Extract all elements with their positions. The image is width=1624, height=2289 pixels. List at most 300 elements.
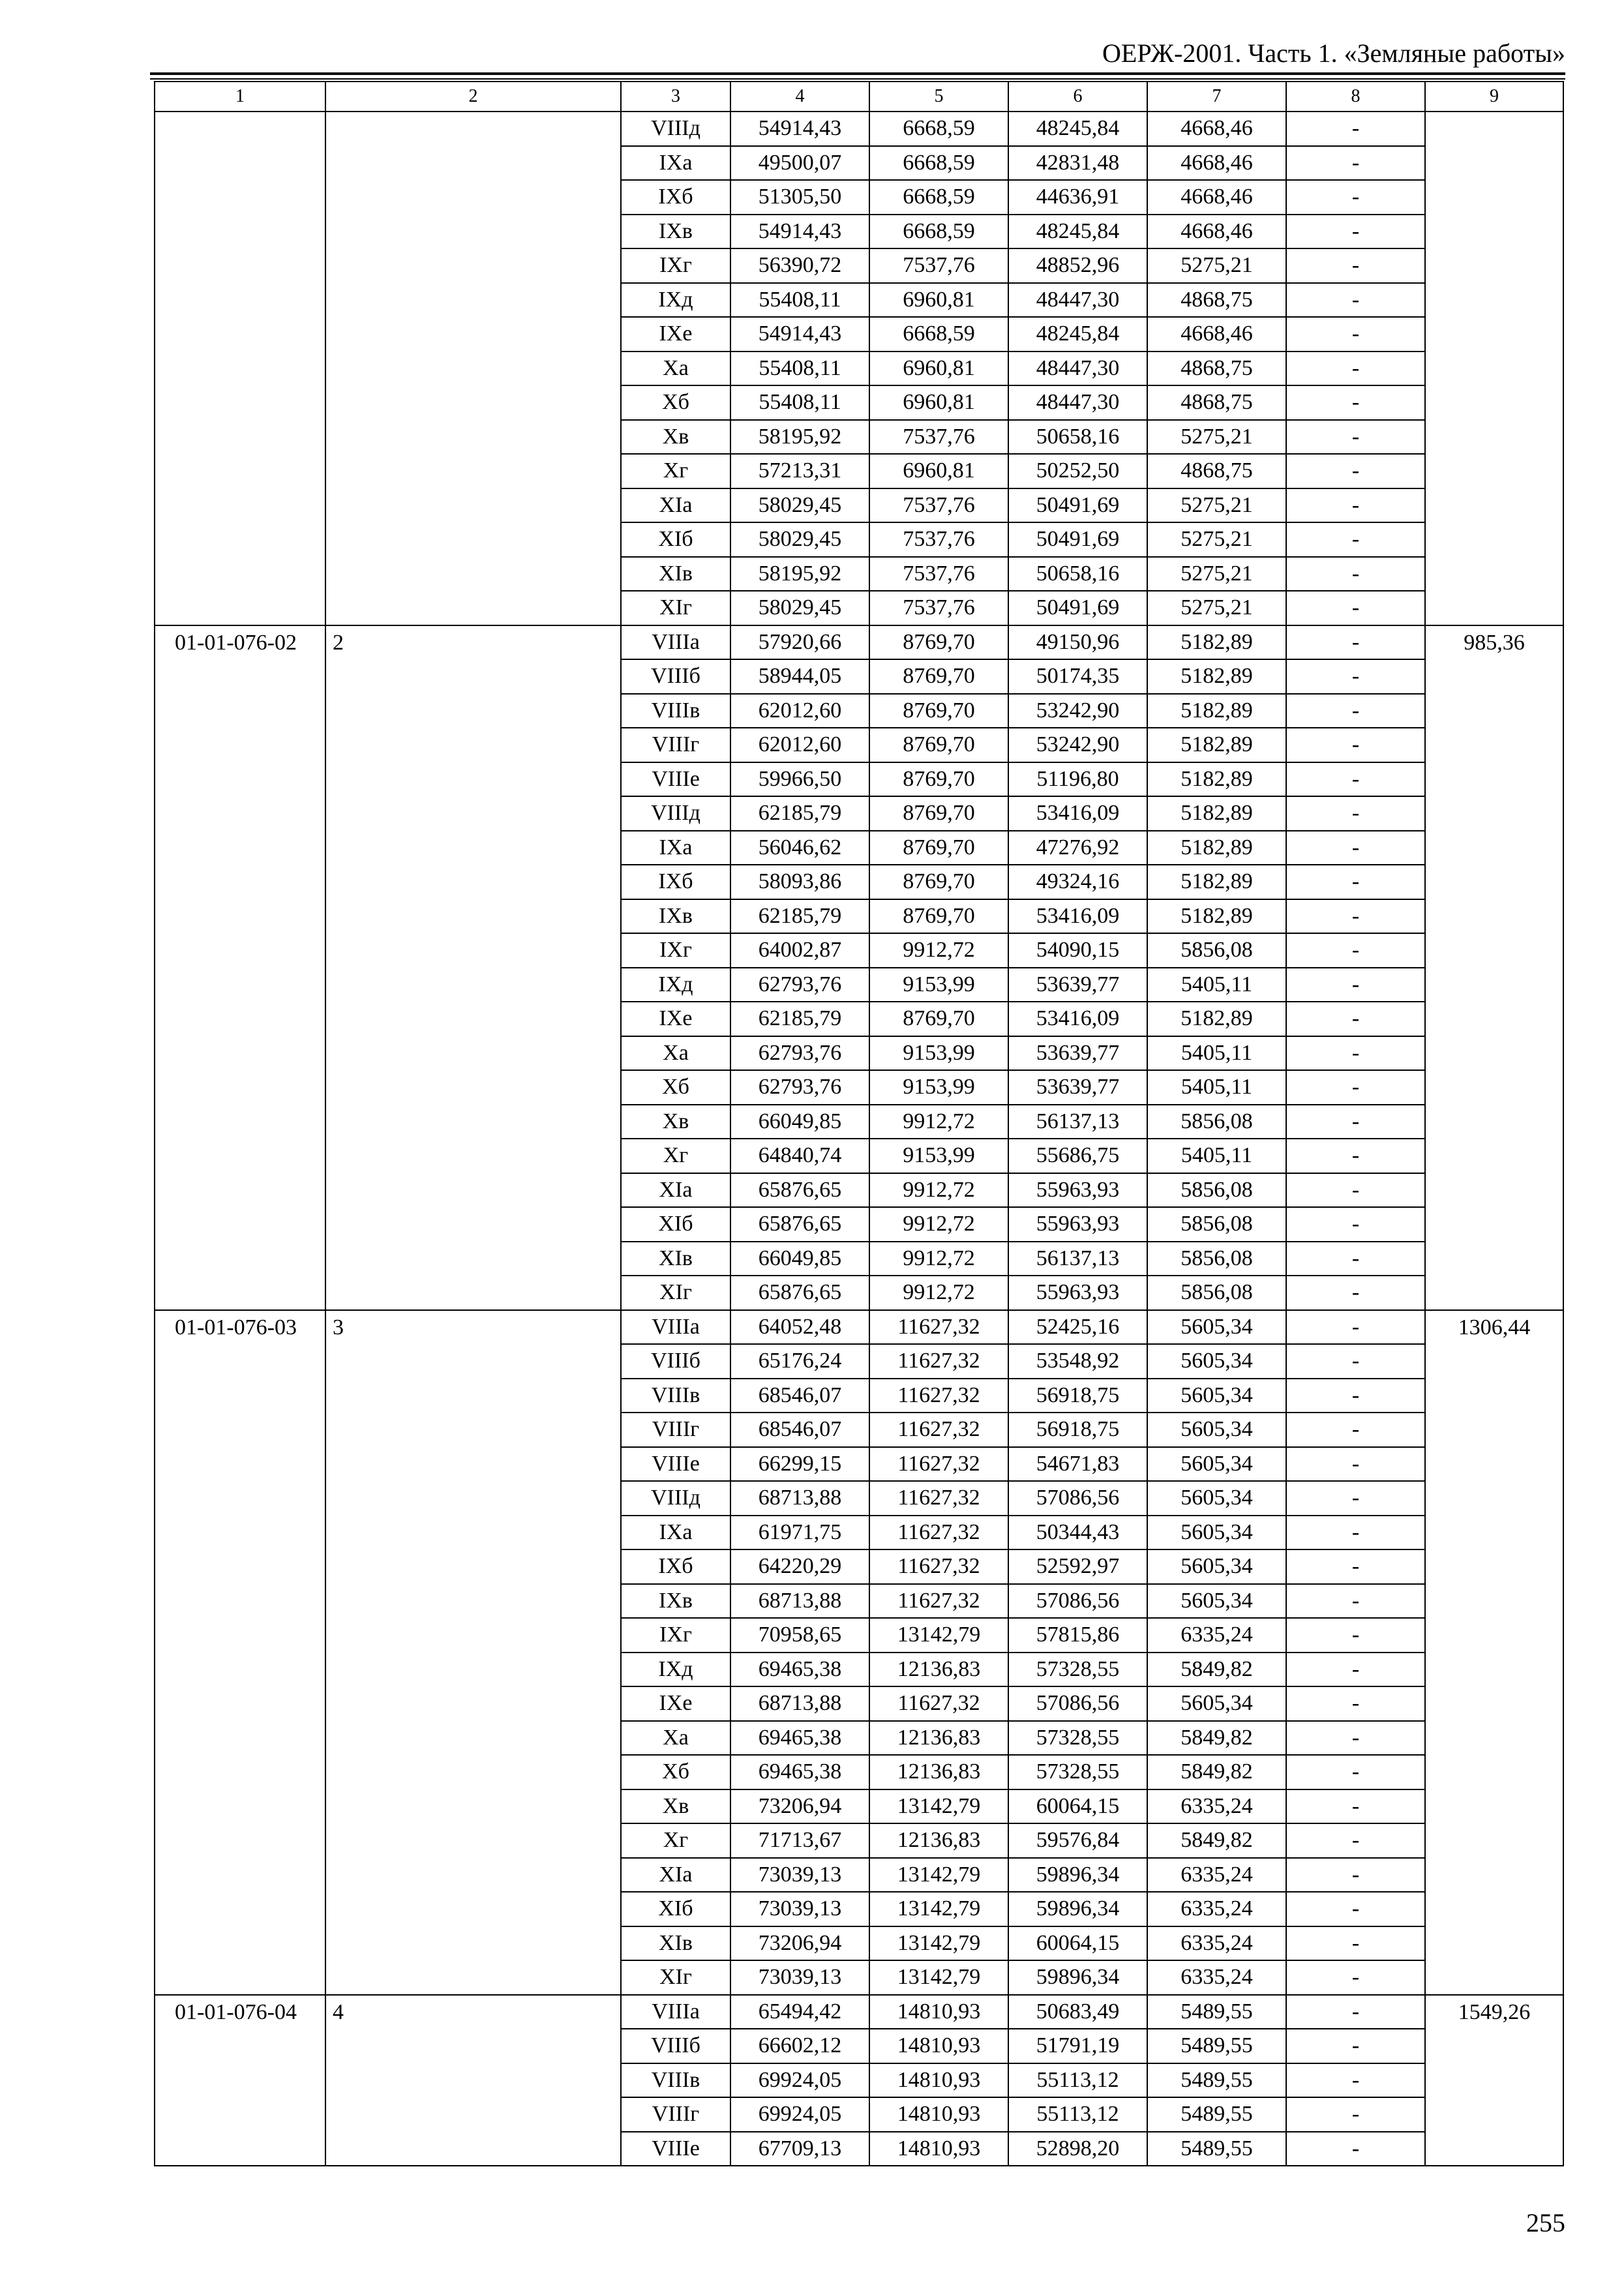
machine-cost-cell: 48245,84 [1008, 317, 1147, 352]
machinist-wage-cell: 5849,82 [1147, 1653, 1286, 1687]
materials-cell: - [1286, 933, 1425, 968]
machine-cost-cell: 53639,77 [1008, 1036, 1147, 1071]
total-cost-cell: 54914,43 [730, 112, 869, 146]
total-cost-cell: 62793,76 [730, 968, 869, 1002]
region-cell: VIIIд [621, 1481, 730, 1516]
region-cell: Xг [621, 1139, 730, 1173]
column-number-row [155, 82, 1563, 112]
machinist-wage-cell: 5405,11 [1147, 1139, 1286, 1173]
total-cost-cell: 64840,74 [730, 1139, 869, 1173]
region-cell: VIIIв [621, 1379, 730, 1413]
machinist-wage-cell: 5275,21 [1147, 420, 1286, 455]
region-cell: XIв [621, 1242, 730, 1276]
total-cost-cell: 73039,13 [730, 1892, 869, 1926]
machine-cost-cell: 56918,75 [1008, 1379, 1147, 1413]
machine-cost-cell: 53416,09 [1008, 1002, 1147, 1036]
machine-cost-cell: 51196,80 [1008, 762, 1147, 797]
machine-cost-cell: 59896,34 [1008, 1960, 1147, 1995]
region-cell: Xб [621, 1070, 730, 1105]
machine-cost-cell: 50174,35 [1008, 659, 1147, 694]
machinist-wage-cell: 5605,34 [1147, 1686, 1286, 1721]
machine-cost-cell: 56918,75 [1008, 1413, 1147, 1447]
region-cell: XIа [621, 488, 730, 523]
rate-code-cell: 01-01-076-02 [155, 625, 325, 1310]
wage-cell: 11627,32 [869, 1344, 1008, 1379]
region-cell: VIIIе [621, 762, 730, 797]
machinist-wage-cell: 5605,34 [1147, 1344, 1286, 1379]
wage-cell: 8769,70 [869, 865, 1008, 899]
materials-cell: - [1286, 1447, 1425, 1482]
machinist-wage-cell: 5405,11 [1147, 1036, 1286, 1071]
wage-cell: 14810,93 [869, 1995, 1008, 2029]
materials-cell: - [1286, 1721, 1425, 1756]
machinist-wage-cell: 5275,21 [1147, 488, 1286, 523]
total-cost-cell: 57213,31 [730, 454, 869, 488]
machinist-wage-cell: 5849,82 [1147, 1721, 1286, 1756]
machine-cost-cell: 48447,30 [1008, 283, 1147, 318]
machine-cost-cell: 59576,84 [1008, 1823, 1147, 1858]
machine-cost-cell: 59896,34 [1008, 1892, 1147, 1926]
machine-cost-cell: 42831,48 [1008, 146, 1147, 181]
total-cost-cell: 66602,12 [730, 2029, 869, 2063]
wage-cell: 12136,83 [869, 1823, 1008, 1858]
machine-cost-cell: 53242,90 [1008, 728, 1147, 762]
region-cell: VIIIг [621, 2097, 730, 2132]
column-number-cell: 1 [155, 82, 325, 112]
region-cell: IXв [621, 215, 730, 249]
region-cell: IXе [621, 1686, 730, 1721]
machinist-wage-cell: 4668,46 [1147, 317, 1286, 352]
machinist-wage-cell: 5856,08 [1147, 1276, 1286, 1310]
materials-cell: - [1286, 591, 1425, 625]
materials-cell: - [1286, 1207, 1425, 1242]
total-cost-cell: 62012,60 [730, 728, 869, 762]
materials-cell: - [1286, 659, 1425, 694]
materials-cell: - [1286, 557, 1425, 591]
materials-cell: - [1286, 694, 1425, 728]
materials-cell: - [1286, 1105, 1425, 1139]
page-number: 255 [1526, 2208, 1565, 2237]
total-cost-cell: 56046,62 [730, 831, 869, 865]
machinist-wage-cell: 5605,34 [1147, 1549, 1286, 1584]
materials-cell: - [1286, 522, 1425, 557]
region-cell: Xа [621, 1721, 730, 1756]
machine-cost-cell: 50683,49 [1008, 1995, 1147, 2029]
region-cell: VIIIа [621, 1995, 730, 2029]
region-cell: VIIIа [621, 625, 730, 660]
total-cost-cell: 73206,94 [730, 1926, 869, 1961]
wage-cell: 8769,70 [869, 728, 1008, 762]
region-cell: VIIIе [621, 2132, 730, 2166]
page-header-title: ОЕРЖ-2001. Часть 1. «Земляные работы» [1102, 38, 1565, 68]
total-cost-cell: 56390,72 [730, 248, 869, 283]
total-cost-cell: 55408,11 [730, 283, 869, 318]
total-cost-cell: 73206,94 [730, 1789, 869, 1824]
machine-cost-cell: 53416,09 [1008, 899, 1147, 934]
materials-cell: - [1286, 1413, 1425, 1447]
materials-cell: - [1286, 2063, 1425, 2098]
region-cell: XIв [621, 557, 730, 591]
machine-cost-cell: 55963,93 [1008, 1173, 1147, 1208]
machinist-wage-cell: 5849,82 [1147, 1755, 1286, 1789]
machinist-wage-cell: 4668,46 [1147, 180, 1286, 215]
machine-cost-cell: 56137,13 [1008, 1242, 1147, 1276]
region-cell: Xа [621, 1036, 730, 1071]
wage-cell: 11627,32 [869, 1549, 1008, 1584]
machine-cost-cell: 49150,96 [1008, 625, 1147, 660]
region-cell: VIIIд [621, 796, 730, 831]
total-cost-cell: 65494,42 [730, 1995, 869, 2029]
machinist-wage-cell: 5856,08 [1147, 933, 1286, 968]
table-row [155, 1995, 1563, 2029]
machinist-wage-cell: 5182,89 [1147, 865, 1286, 899]
total-cost-cell: 49500,07 [730, 146, 869, 181]
region-cell: Xг [621, 454, 730, 488]
total-cost-cell: 58093,86 [730, 865, 869, 899]
machinist-wage-cell: 5605,34 [1147, 1516, 1286, 1550]
wage-cell: 6960,81 [869, 352, 1008, 386]
machinist-wage-cell: 6335,24 [1147, 1892, 1286, 1926]
materials-cell: - [1286, 385, 1425, 420]
machinist-wage-cell: 5182,89 [1147, 762, 1286, 797]
materials-cell: - [1286, 317, 1425, 352]
materials-cell: - [1286, 1481, 1425, 1516]
machine-cost-cell: 49324,16 [1008, 865, 1147, 899]
machinist-wage-cell: 5489,55 [1147, 2097, 1286, 2132]
region-cell: VIIIб [621, 2029, 730, 2063]
machine-cost-cell: 55686,75 [1008, 1139, 1147, 1173]
machine-cost-cell: 57815,86 [1008, 1618, 1147, 1653]
materials-cell: - [1286, 1653, 1425, 1687]
machinist-wage-cell: 4868,75 [1147, 454, 1286, 488]
wage-cell: 8769,70 [869, 659, 1008, 694]
column-number-cell: 5 [869, 82, 1008, 112]
wage-cell: 9153,99 [869, 1070, 1008, 1105]
materials-cell: - [1286, 1618, 1425, 1653]
wage-cell: 11627,32 [869, 1379, 1008, 1413]
materials-cell: - [1286, 2029, 1425, 2063]
machinist-wage-cell: 6335,24 [1147, 1789, 1286, 1824]
machine-cost-cell: 53639,77 [1008, 968, 1147, 1002]
materials-cell: - [1286, 762, 1425, 797]
machinist-wage-cell: 5182,89 [1147, 831, 1286, 865]
wage-cell: 13142,79 [869, 1618, 1008, 1653]
machinist-wage-cell: 5405,11 [1147, 1070, 1286, 1105]
materials-cell: - [1286, 420, 1425, 455]
wage-cell: 11627,32 [869, 1413, 1008, 1447]
region-cell: VIIIг [621, 1413, 730, 1447]
column-number-cell: 9 [1425, 82, 1563, 112]
machinist-wage-cell: 5182,89 [1147, 899, 1286, 934]
wage-cell: 7537,76 [869, 557, 1008, 591]
wage-cell: 9153,99 [869, 1139, 1008, 1173]
region-cell: IXб [621, 865, 730, 899]
wage-cell: 7537,76 [869, 522, 1008, 557]
machinist-wage-cell: 5856,08 [1147, 1207, 1286, 1242]
wage-cell: 7537,76 [869, 420, 1008, 455]
wage-cell: 6668,59 [869, 146, 1008, 181]
wage-cell: 6960,81 [869, 385, 1008, 420]
materials-cell: - [1286, 1960, 1425, 1995]
region-cell: XIа [621, 1173, 730, 1208]
total-cost-cell: 54914,43 [730, 317, 869, 352]
machine-cost-cell: 57328,55 [1008, 1653, 1147, 1687]
machine-cost-cell: 60064,15 [1008, 1789, 1147, 1824]
header-rule [150, 72, 1565, 75]
machinist-wage-cell: 5856,08 [1147, 1173, 1286, 1208]
wage-cell: 13142,79 [869, 1858, 1008, 1893]
materials-cell: - [1286, 112, 1425, 146]
machinist-wage-cell: 5605,34 [1147, 1310, 1286, 1345]
total-cost-cell: 62012,60 [730, 694, 869, 728]
labor-cost-cell: 985,36 [1425, 625, 1563, 1310]
table-row [155, 112, 1563, 146]
machinist-wage-cell: 5489,55 [1147, 2132, 1286, 2166]
total-cost-cell: 62793,76 [730, 1070, 869, 1105]
wage-cell: 11627,32 [869, 1516, 1008, 1550]
column-number-cell: 3 [621, 82, 730, 112]
rate-name-cell: 3 [325, 1310, 621, 1995]
region-cell: VIIIа [621, 1310, 730, 1345]
total-cost-cell: 59966,50 [730, 762, 869, 797]
machinist-wage-cell: 5405,11 [1147, 968, 1286, 1002]
wage-cell: 9912,72 [869, 1173, 1008, 1208]
materials-cell: - [1286, 1755, 1425, 1789]
machine-cost-cell: 54090,15 [1008, 933, 1147, 968]
table-row [155, 1310, 1563, 1345]
total-cost-cell: 66299,15 [730, 1447, 869, 1482]
total-cost-cell: 73039,13 [730, 1858, 869, 1893]
machine-cost-cell: 54671,83 [1008, 1447, 1147, 1482]
total-cost-cell: 58195,92 [730, 420, 869, 455]
machine-cost-cell: 55113,12 [1008, 2097, 1147, 2132]
machinist-wage-cell: 5275,21 [1147, 591, 1286, 625]
materials-cell: - [1286, 1516, 1425, 1550]
materials-cell: - [1286, 831, 1425, 865]
wage-cell: 8769,70 [869, 1002, 1008, 1036]
machinist-wage-cell: 4868,75 [1147, 385, 1286, 420]
region-cell: VIIIе [621, 1447, 730, 1482]
machinist-wage-cell: 5489,55 [1147, 1995, 1286, 2029]
materials-cell: - [1286, 1823, 1425, 1858]
machine-cost-cell: 59896,34 [1008, 1858, 1147, 1893]
machinist-wage-cell: 5275,21 [1147, 248, 1286, 283]
region-cell: Xв [621, 1789, 730, 1824]
machinist-wage-cell: 5182,89 [1147, 1002, 1286, 1036]
machinist-wage-cell: 6335,24 [1147, 1618, 1286, 1653]
wage-cell: 7537,76 [869, 591, 1008, 625]
region-cell: Xв [621, 1105, 730, 1139]
total-cost-cell: 66049,85 [730, 1105, 869, 1139]
machine-cost-cell: 48447,30 [1008, 385, 1147, 420]
machine-cost-cell: 53242,90 [1008, 694, 1147, 728]
machinist-wage-cell: 5605,34 [1147, 1481, 1286, 1516]
rate-code-cell: 01-01-076-04 [155, 1995, 325, 2166]
wage-cell: 11627,32 [869, 1447, 1008, 1482]
materials-cell: - [1286, 1070, 1425, 1105]
machine-cost-cell: 50491,69 [1008, 591, 1147, 625]
total-cost-cell: 62793,76 [730, 1036, 869, 1071]
materials-cell: - [1286, 1036, 1425, 1071]
machinist-wage-cell: 4868,75 [1147, 283, 1286, 318]
region-cell: VIIIд [621, 112, 730, 146]
machine-cost-cell: 53639,77 [1008, 1070, 1147, 1105]
rates-table-body [155, 82, 1563, 2166]
total-cost-cell: 64002,87 [730, 933, 869, 968]
total-cost-cell: 58029,45 [730, 522, 869, 557]
machine-cost-cell: 57328,55 [1008, 1755, 1147, 1789]
total-cost-cell: 65876,65 [730, 1173, 869, 1208]
machine-cost-cell: 50658,16 [1008, 420, 1147, 455]
total-cost-cell: 70958,65 [730, 1618, 869, 1653]
wage-cell: 13142,79 [869, 1960, 1008, 1995]
materials-cell: - [1286, 1995, 1425, 2029]
machine-cost-cell: 60064,15 [1008, 1926, 1147, 1961]
total-cost-cell: 65876,65 [730, 1207, 869, 1242]
wage-cell: 6668,59 [869, 112, 1008, 146]
machine-cost-cell: 48852,96 [1008, 248, 1147, 283]
total-cost-cell: 65176,24 [730, 1344, 869, 1379]
total-cost-cell: 58944,05 [730, 659, 869, 694]
rate-code-cell: 01-01-076-03 [155, 1310, 325, 1995]
total-cost-cell: 55408,11 [730, 352, 869, 386]
machine-cost-cell: 55963,93 [1008, 1207, 1147, 1242]
region-cell: IXв [621, 1584, 730, 1619]
materials-cell: - [1286, 899, 1425, 934]
wage-cell: 11627,32 [869, 1310, 1008, 1345]
total-cost-cell: 69465,38 [730, 1721, 869, 1756]
machine-cost-cell: 52425,16 [1008, 1310, 1147, 1345]
machine-cost-cell: 55963,93 [1008, 1276, 1147, 1310]
column-number-cell: 7 [1147, 82, 1286, 112]
total-cost-cell: 71713,67 [730, 1823, 869, 1858]
total-cost-cell: 51305,50 [730, 180, 869, 215]
materials-cell: - [1286, 1379, 1425, 1413]
wage-cell: 12136,83 [869, 1653, 1008, 1687]
materials-cell: - [1286, 1242, 1425, 1276]
total-cost-cell: 55408,11 [730, 385, 869, 420]
materials-cell: - [1286, 352, 1425, 386]
total-cost-cell: 62185,79 [730, 1002, 869, 1036]
table-row [155, 625, 1563, 660]
wage-cell: 9912,72 [869, 933, 1008, 968]
materials-cell: - [1286, 1584, 1425, 1619]
region-cell: XIб [621, 1207, 730, 1242]
wage-cell: 6960,81 [869, 454, 1008, 488]
wage-cell: 6668,59 [869, 317, 1008, 352]
wage-cell: 9912,72 [869, 1105, 1008, 1139]
wage-cell: 8769,70 [869, 796, 1008, 831]
total-cost-cell: 58029,45 [730, 488, 869, 523]
materials-cell: - [1286, 146, 1425, 181]
wage-cell: 9153,99 [869, 1036, 1008, 1071]
machine-cost-cell: 47276,92 [1008, 831, 1147, 865]
rate-name-cell: 4 [325, 1995, 621, 2166]
materials-cell: - [1286, 1310, 1425, 1345]
wage-cell: 14810,93 [869, 2063, 1008, 2098]
machine-cost-cell: 52592,97 [1008, 1549, 1147, 1584]
region-cell: XIа [621, 1858, 730, 1893]
region-cell: IXв [621, 899, 730, 934]
machinist-wage-cell: 5489,55 [1147, 2029, 1286, 2063]
wage-cell: 11627,32 [869, 1584, 1008, 1619]
materials-cell: - [1286, 1549, 1425, 1584]
total-cost-cell: 65876,65 [730, 1276, 869, 1310]
machine-cost-cell: 48245,84 [1008, 215, 1147, 249]
machine-cost-cell: 50658,16 [1008, 557, 1147, 591]
region-cell: VIIIв [621, 2063, 730, 2098]
labor-cost-cell: 1549,26 [1425, 1995, 1563, 2166]
machinist-wage-cell: 6335,24 [1147, 1926, 1286, 1961]
machine-cost-cell: 56137,13 [1008, 1105, 1147, 1139]
materials-cell: - [1286, 283, 1425, 318]
machine-cost-cell: 51791,19 [1008, 2029, 1147, 2063]
total-cost-cell: 68713,88 [730, 1481, 869, 1516]
materials-cell: - [1286, 1926, 1425, 1961]
wage-cell: 8769,70 [869, 899, 1008, 934]
wage-cell: 8769,70 [869, 694, 1008, 728]
wage-cell: 9912,72 [869, 1242, 1008, 1276]
wage-cell: 11627,32 [869, 1481, 1008, 1516]
total-cost-cell: 58029,45 [730, 591, 869, 625]
total-cost-cell: 57920,66 [730, 625, 869, 660]
total-cost-cell: 73039,13 [730, 1960, 869, 1995]
machinist-wage-cell: 5605,34 [1147, 1413, 1286, 1447]
region-cell: IXб [621, 1549, 730, 1584]
wage-cell: 9153,99 [869, 968, 1008, 1002]
rate-code-cell [155, 112, 325, 625]
machine-cost-cell: 57086,56 [1008, 1481, 1147, 1516]
materials-cell: - [1286, 1892, 1425, 1926]
wage-cell: 14810,93 [869, 2132, 1008, 2166]
materials-cell: - [1286, 1139, 1425, 1173]
column-number-cell: 2 [325, 82, 621, 112]
column-number-cell: 8 [1286, 82, 1425, 112]
total-cost-cell: 69924,05 [730, 2097, 869, 2132]
materials-cell: - [1286, 180, 1425, 215]
wage-cell: 8769,70 [869, 762, 1008, 797]
region-cell: IXа [621, 831, 730, 865]
total-cost-cell: 68546,07 [730, 1379, 869, 1413]
region-cell: Xб [621, 385, 730, 420]
materials-cell: - [1286, 488, 1425, 523]
machinist-wage-cell: 5182,89 [1147, 625, 1286, 660]
region-cell: VIIIв [621, 694, 730, 728]
region-cell: IXа [621, 1516, 730, 1550]
region-cell: XIг [621, 1276, 730, 1310]
machinist-wage-cell: 5856,08 [1147, 1242, 1286, 1276]
machinist-wage-cell: 5849,82 [1147, 1823, 1286, 1858]
labor-cost-cell [1425, 112, 1563, 625]
wage-cell: 7537,76 [869, 488, 1008, 523]
total-cost-cell: 68713,88 [730, 1686, 869, 1721]
machine-cost-cell: 50252,50 [1008, 454, 1147, 488]
region-cell: Xб [621, 1755, 730, 1789]
materials-cell: - [1286, 1686, 1425, 1721]
machinist-wage-cell: 5605,34 [1147, 1447, 1286, 1482]
machinist-wage-cell: 5275,21 [1147, 557, 1286, 591]
machine-cost-cell: 53548,92 [1008, 1344, 1147, 1379]
wage-cell: 13142,79 [869, 1789, 1008, 1824]
materials-cell: - [1286, 1344, 1425, 1379]
region-cell: XIб [621, 522, 730, 557]
total-cost-cell: 69465,38 [730, 1653, 869, 1687]
machine-cost-cell: 52898,20 [1008, 2132, 1147, 2166]
region-cell: XIг [621, 1960, 730, 1995]
machine-cost-cell: 57086,56 [1008, 1584, 1147, 1619]
total-cost-cell: 66049,85 [730, 1242, 869, 1276]
materials-cell: - [1286, 1002, 1425, 1036]
